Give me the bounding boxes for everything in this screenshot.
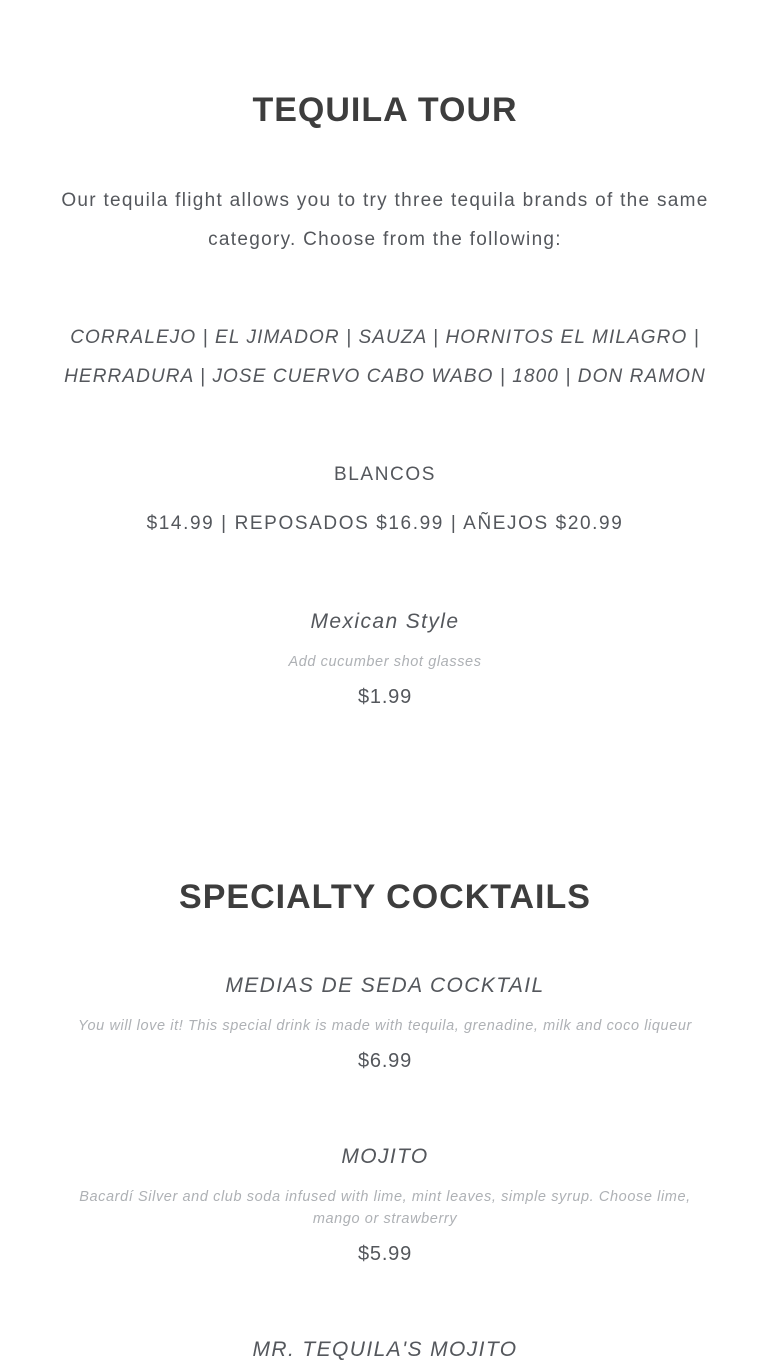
item-description: Bacardí Silver and club soda infused with lime, mint leaves, simple syrup. Choose lime, mango or strawberry <box>79 1189 691 1227</box>
item-price: $5.99 <box>357 1243 413 1265</box>
tequila-tour-section <box>55 0 715 712</box>
pricing-categories-prices: $14.99 | REPOSADOS $16.99 | AÑEJOS $20.99 <box>146 513 624 534</box>
addon-name: Mexican Style <box>310 610 460 633</box>
addon-description: Add cucumber shot glasses <box>288 654 482 670</box>
tequila-brands-list: CORRALEJO | EL JIMADOR | SAUZA | HORNITOS EL MILAGRO | HERRADURA | JOSE CUERVO CABO WABO | 1800 | DON RAMON <box>64 327 706 387</box>
tequila-tour-intro: Our tequila flight allows you to try three tequila brands of the same category. Choose from the following: <box>61 190 709 250</box>
item-name: MR. TEQUILA'S MOJITO <box>252 1338 518 1361</box>
item-price: $6.99 <box>357 1050 413 1072</box>
menu-item-mojito <box>55 1142 715 1269</box>
tequila-tour-title: TEQUILA TOUR <box>252 91 518 129</box>
addon-mexican-style <box>55 607 715 712</box>
menu-item-mr-tequilas-mojito <box>55 1335 715 1365</box>
specialty-cocktails-section <box>55 796 715 1365</box>
item-name: MOJITO <box>341 1145 429 1168</box>
item-name: MEDIAS DE SEDA COCKTAIL <box>225 974 545 997</box>
addon-price: $1.99 <box>357 686 413 708</box>
pricing-category-blancos: BLANCOS <box>333 464 436 485</box>
tequila-pricing <box>55 455 715 543</box>
menu-item-medias-de-seda <box>55 971 715 1076</box>
menu-page <box>55 0 715 1365</box>
specialty-cocktails-title: SPECIALTY COCKTAILS <box>179 878 591 916</box>
item-description: You will love it! This special drink is made with tequila, grenadine, milk and coco liqueur <box>78 1018 692 1034</box>
